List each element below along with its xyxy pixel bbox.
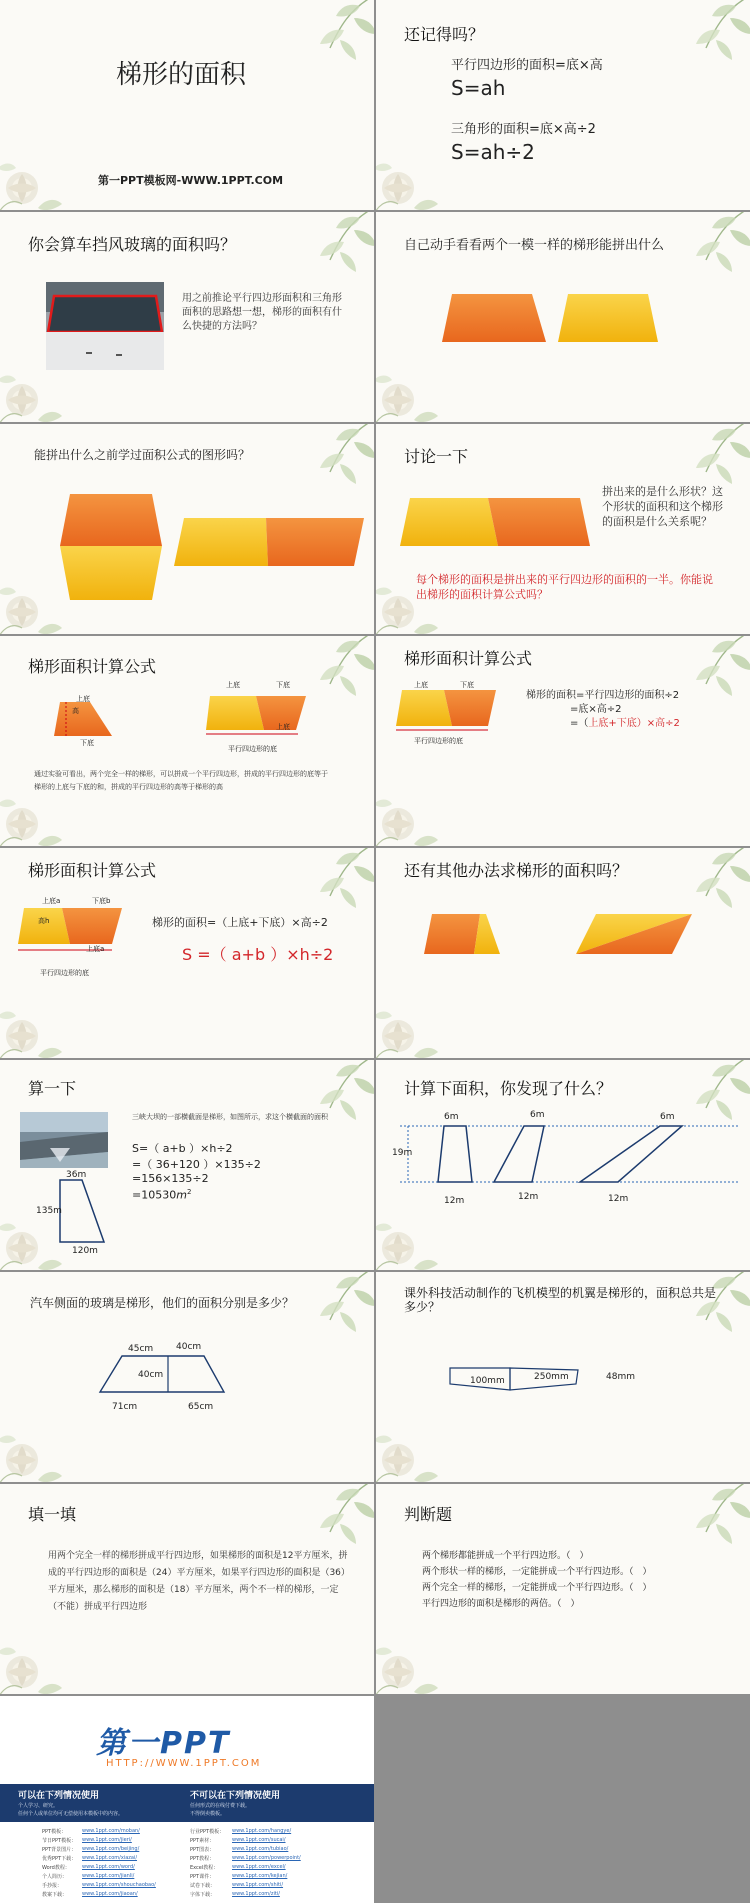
label-top-3: 上底	[276, 723, 290, 731]
slide-title: 还记得吗？	[404, 25, 485, 44]
label-bottom-b: 下底b	[92, 897, 111, 905]
site-text: 第一PPT模板网-WWW.1PPT.COM	[98, 174, 284, 187]
formula-symbolic: S =（ a+b ）×h÷2	[182, 945, 334, 964]
label-bottom-2: 下底	[276, 681, 290, 689]
flower-decoration	[376, 1208, 446, 1270]
slide-14	[376, 1272, 750, 1482]
links-panel	[0, 1822, 374, 1903]
slide-title: 梯形面积计算公式	[28, 861, 157, 880]
can-use-2: 任何个人或单位均可无偿使用本模板中的内容。	[18, 1811, 124, 1817]
split-trapezoid	[424, 912, 504, 958]
label-48mm: 48mm	[606, 1372, 635, 1382]
flower-decoration	[376, 996, 446, 1058]
empty-area	[376, 1696, 750, 1903]
logo-url: HTTP://WWW.1PPT.COM	[106, 1758, 262, 1769]
question-text: 用之前推论平行四边形面积和三角形面积的思路想一想，梯形的面积有什么快捷的方法吗？	[182, 293, 342, 332]
label-pbase: 平行四边形的底	[228, 745, 277, 753]
resource-link[interactable]: www.1ppt.com/tubiao/	[232, 1846, 289, 1852]
resource-link[interactable]: www.1ppt.com/jiaoan/	[82, 1891, 138, 1897]
resource-label: 个人简历：	[42, 1874, 68, 1880]
slide-17-info	[0, 1696, 374, 1903]
resource-label: 教案下载：	[42, 1892, 68, 1898]
flower-decoration	[376, 784, 446, 846]
slide-title: 梯形面积计算公式	[28, 657, 157, 676]
label-top: 上底	[76, 695, 90, 703]
leaf-decoration	[686, 0, 750, 66]
label-top: 上底	[414, 681, 428, 689]
leaf-decoration	[310, 424, 374, 490]
slide-1	[0, 0, 374, 210]
slide-12	[376, 1060, 750, 1270]
slide-15	[0, 1484, 374, 1694]
slide-9	[0, 848, 374, 1058]
car-side-window	[100, 1354, 228, 1394]
joined-parallelogram	[400, 498, 594, 550]
label-bottom-2: 12m	[518, 1192, 539, 1202]
slide-title: 自己动手看看两个一模一样的梯形能拼出什么	[404, 238, 665, 253]
label-135m: 135m	[36, 1206, 62, 1216]
slide-5	[0, 424, 374, 634]
dam-trapezoid	[60, 1178, 108, 1246]
judge-item: 两个完全一样的梯形，一定能拼成一个平行四边形。（ ）	[422, 1583, 652, 1593]
slide-title: 填一填	[28, 1505, 77, 1524]
slide-title: 算一下	[28, 1079, 77, 1098]
joined-parallelogram	[174, 518, 366, 572]
resource-label: PPT背景图片：	[42, 1847, 77, 1853]
resource-link[interactable]: www.1ppt.com/shouchaobao/	[82, 1882, 156, 1888]
resource-link[interactable]: www.1ppt.com/ziti/	[232, 1891, 280, 1897]
slide-title: 梯形的面积	[116, 60, 247, 90]
resource-label: 试卷下载：	[190, 1883, 216, 1889]
label-height: 高	[72, 707, 79, 715]
resource-label: Excel教程：	[190, 1865, 219, 1871]
cannot-use-heading: 不可以在下列情况使用	[190, 1791, 281, 1801]
label-65cm: 65cm	[188, 1402, 214, 1412]
label-top-2: 上底	[226, 681, 240, 689]
slide-2	[376, 0, 750, 210]
formula-text: 梯形的面积=（上底+下底）×高÷2	[152, 916, 328, 929]
slide-16	[376, 1484, 750, 1694]
flower-decoration	[376, 1632, 446, 1694]
label-bottom: 下底	[460, 681, 474, 689]
formula-parallelogram: 平行四边形的面积=底×高	[451, 58, 603, 73]
leaf-decoration	[686, 212, 750, 278]
slide-10	[376, 848, 750, 1058]
resource-link[interactable]: www.1ppt.com/moban/	[82, 1828, 140, 1834]
slide-7	[0, 636, 374, 846]
slide-title: 汽车侧面的玻璃是梯形，他们的面积分别是多少？	[30, 1296, 295, 1310]
fill-in-text: 用两个完全一样的梯形拼成平行四边形，如果梯形的面积是12平方厘米，拼成的平行四边形的面积是（24）平方厘米，如果平行四边形的面积是（36）平方厘米，那么梯形的面积是（18）平方厘米，两个不一样的梯形，一定（不能）拼成平行四边形	[48, 1551, 348, 1612]
flower-decoration	[0, 996, 70, 1058]
can-use-heading: 可以在下列情况使用	[18, 1791, 100, 1801]
flower-decoration	[0, 1420, 70, 1482]
slide-title: 讨论一下	[404, 447, 469, 466]
leaf-decoration	[310, 212, 374, 278]
leaf-decoration	[310, 1484, 374, 1550]
resource-link[interactable]: www.1ppt.com/excel/	[232, 1864, 286, 1870]
resource-link[interactable]: www.1ppt.com/jieri/	[82, 1837, 132, 1843]
label-height: 19m	[392, 1148, 413, 1158]
resource-link[interactable]: www.1ppt.com/beijing/	[82, 1846, 140, 1852]
joined-parallelogram	[206, 692, 310, 734]
formula-line-3: =（上底+下底）×高÷2	[570, 718, 680, 729]
resource-label: 行业PPT模板：	[190, 1829, 225, 1835]
label-45cm: 45cm	[128, 1344, 154, 1354]
slide-6	[376, 424, 750, 634]
resource-link[interactable]: www.1ppt.com/sucai/	[232, 1837, 286, 1843]
slide-title: 课外科技活动制作的飞机模型的机翼是梯形的，面积总共是多少？	[404, 1286, 717, 1314]
resource-label: Word教程：	[42, 1865, 70, 1871]
resource-label: PPT课件：	[190, 1874, 215, 1880]
resource-link[interactable]: www.1ppt.com/shiti/	[232, 1882, 284, 1888]
flower-decoration	[0, 1632, 70, 1694]
label-pbase: 平行四边形的底	[414, 737, 463, 745]
resource-link[interactable]: www.1ppt.com/jianli/	[82, 1873, 135, 1879]
slide-title: 还有其他办法求梯形的面积吗？	[404, 861, 629, 880]
formula-line-2: =底×高÷2	[570, 704, 622, 715]
slide-title: 你会算车挡风玻璃的面积吗？	[28, 235, 237, 254]
formula-triangle: 三角形的面积=底×高÷2	[451, 122, 596, 137]
leaf-decoration	[310, 848, 374, 914]
label-100mm: 100mm	[470, 1376, 505, 1386]
label-40cm-height: 40cm	[138, 1370, 164, 1380]
label-height-h: 高h	[38, 917, 50, 925]
resource-link[interactable]: www.1ppt.com/kejian/	[232, 1873, 288, 1879]
flower-decoration	[376, 148, 446, 210]
label-top-a: 上底a	[42, 897, 61, 905]
can-use-1: 个人学习、研究。	[18, 1803, 59, 1809]
judge-item: 两个形状一样的梯形，一定能拼成一个平行四边形。（ ）	[422, 1567, 652, 1577]
label-120m: 120m	[72, 1246, 98, 1256]
windshield-photo	[46, 282, 164, 370]
resource-label: 优秀PPT下载：	[42, 1856, 77, 1862]
question-text: 拼出来的是什么形状？这个形状的面积和这个梯形的面积是什么关系呢？	[602, 485, 723, 528]
stacked-trapezoids	[60, 494, 164, 602]
calc-line-1: S=（ a+b ）×h÷2	[132, 1142, 233, 1155]
resource-link[interactable]: www.1ppt.com/xiazai/	[82, 1855, 138, 1861]
leaf-decoration	[686, 636, 750, 702]
explanation-text: 通过实验可看出，两个完全一样的梯形，可以拼成一个平行四边形，拼成的平行四边形的底等于梯形的上底与下底的和，拼成的平行四边形的高等于梯形的高	[34, 770, 328, 791]
formula-s-ah: S=ah	[451, 76, 506, 100]
slide-title: 能拼出什么之前学过面积公式的图形吗？	[34, 448, 251, 462]
red-note: 每个梯形的面积是拼出来的平行四边形的面积的一半。你能说出梯形的面积计算公式吗？	[416, 573, 713, 601]
dam-photo	[20, 1112, 108, 1168]
slide-title: 计算下面积，你发现了什么？	[404, 1079, 613, 1098]
three-trapezoids	[400, 1126, 740, 1186]
cannot-use-1: 任何形式的在线付费下载。	[190, 1803, 251, 1809]
leaf-decoration	[310, 0, 374, 66]
label-250mm: 250mm	[534, 1372, 569, 1382]
resource-link[interactable]: www.1ppt.com/word/	[82, 1864, 135, 1870]
flower-decoration	[0, 148, 70, 210]
label-top-3: 6m	[660, 1112, 675, 1122]
leaf-decoration	[686, 424, 750, 490]
label-bottom-1: 12m	[444, 1196, 465, 1206]
leaf-decoration	[686, 848, 750, 914]
leaf-decoration	[310, 1272, 374, 1338]
calc-line-2: =（ 36+120 ）×135÷2	[132, 1158, 261, 1171]
leaf-decoration	[686, 1484, 750, 1550]
slide-4	[376, 212, 750, 422]
resource-link[interactable]: www.1ppt.com/hangye/	[232, 1828, 292, 1834]
logo-text: 第一PPT	[96, 1726, 231, 1761]
slide-3	[0, 212, 374, 422]
label-top-1: 6m	[444, 1112, 459, 1122]
resource-link[interactable]: www.1ppt.com/powerpoint/	[232, 1855, 301, 1861]
slide-title: 判断题	[404, 1505, 453, 1524]
resource-label: 节日PPT模板：	[42, 1838, 77, 1844]
formula-s-ah-half: S=ah÷2	[451, 140, 535, 164]
judge-item: 两个梯形都能拼成一个平行四边形。（ ）	[422, 1551, 589, 1561]
slide-8	[376, 636, 750, 846]
leaf-decoration	[686, 1060, 750, 1126]
label-40cm-top: 40cm	[176, 1342, 202, 1352]
resource-label: PPT教程：	[190, 1856, 215, 1862]
resource-label: PPT图表：	[190, 1847, 215, 1853]
slide-11	[0, 1060, 374, 1270]
diagonal-parallelogram	[576, 912, 694, 958]
calc-line-4: $=10530m^2$	[132, 1188, 192, 1202]
dam-description: 三峡大坝的一部横截面是梯形，如图所示，求这个横截面的面积	[132, 1113, 328, 1121]
joined-parallelogram	[396, 686, 500, 730]
resource-label: PPT素材：	[190, 1838, 215, 1844]
orange-trapezoid	[442, 294, 552, 344]
label-pbase: 平行四边形的底	[40, 969, 89, 977]
cannot-use-2: 不得倒卖模板。	[190, 1811, 226, 1817]
yellow-trapezoid	[558, 294, 668, 344]
calc-line-3: =156×135÷2	[132, 1172, 209, 1185]
joined-parallelogram	[18, 906, 126, 950]
label-top-a-2: 上底a	[86, 945, 105, 953]
label-top-2: 6m	[530, 1110, 545, 1120]
flower-decoration	[376, 360, 446, 422]
resource-label: 字体下载：	[190, 1892, 216, 1898]
resource-label: 手抄报：	[42, 1883, 63, 1889]
slide-title: 梯形面积计算公式	[404, 649, 533, 668]
label-bottom: 下底	[80, 739, 94, 747]
label-71cm: 71cm	[112, 1402, 138, 1412]
flower-decoration	[376, 1420, 446, 1482]
leaf-decoration	[310, 636, 374, 702]
slide-13	[0, 1272, 374, 1482]
label-36m: 36m	[66, 1170, 87, 1180]
resource-label: PPT模板：	[42, 1829, 67, 1835]
label-bottom-3: 12m	[608, 1194, 629, 1204]
formula-line-1: 梯形的面积=平行四边形的面积÷2	[526, 690, 680, 701]
judge-item: 平行四边形的面积是梯形的两倍。（ ）	[422, 1599, 580, 1609]
